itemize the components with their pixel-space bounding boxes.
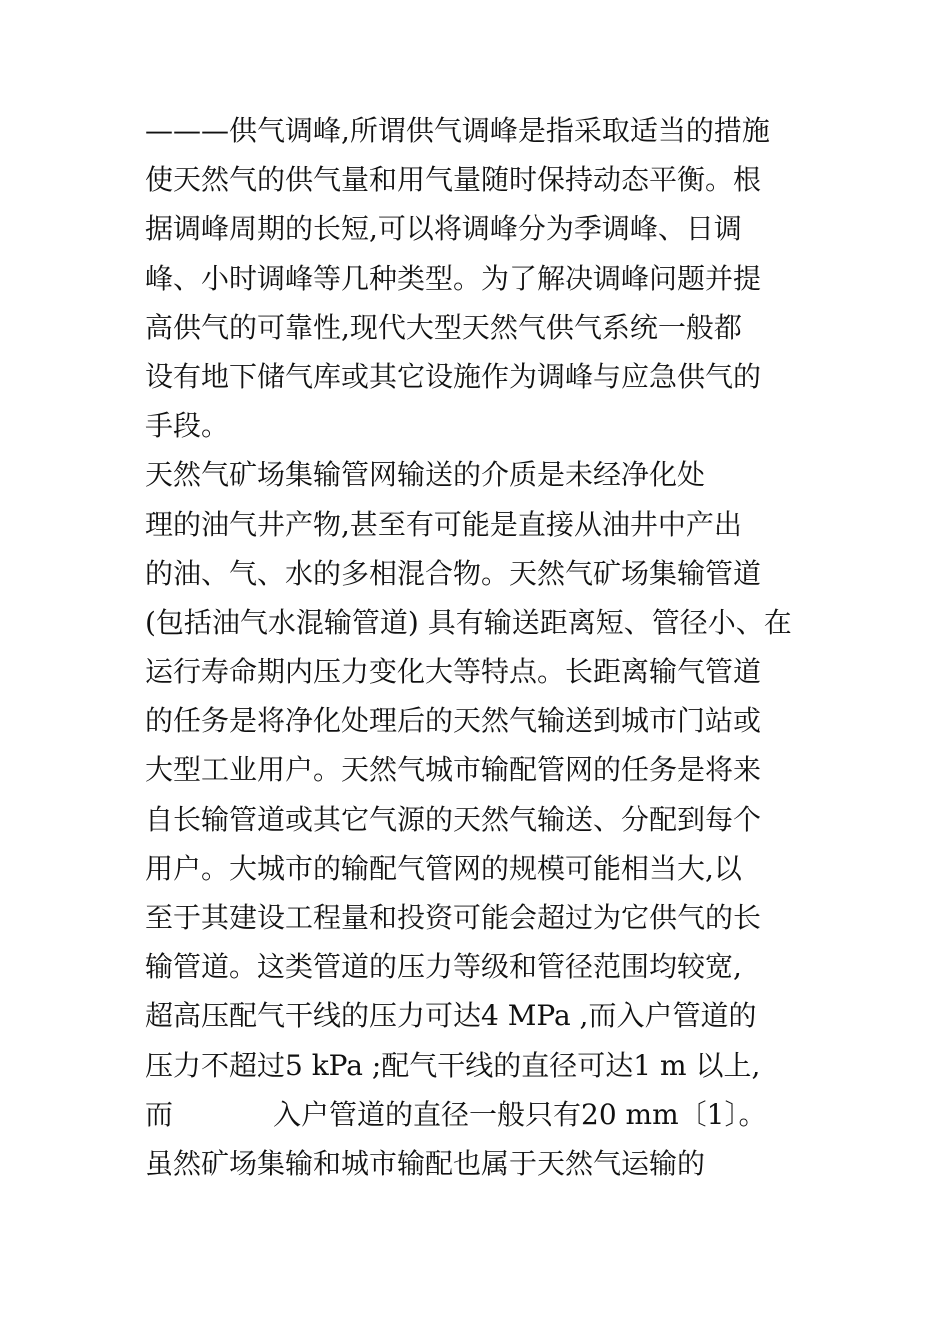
text-line: 手段。 bbox=[145, 409, 230, 443]
text-line: 压力不超过5 kPa ;配气干线的直径可达1 m 以上, bbox=[145, 1048, 761, 1082]
text-line: 峰、小时调峰等几种类型。为了解决调峰问题并提 bbox=[145, 261, 762, 295]
text-line-split bbox=[145, 1090, 845, 1139]
text-line: 高供气的可靠性,现代大型天然气供气系统一般都 bbox=[145, 310, 742, 344]
text-line: 天然气矿场集输管网输送的介质是未经净化处 bbox=[145, 458, 706, 492]
text-line: 输管道。这类管道的压力等级和管径范围均较宽, bbox=[145, 950, 742, 984]
text-line: 用户。大城市的输配气管网的规模可能相当大,以 bbox=[145, 851, 742, 885]
body-text bbox=[145, 106, 845, 1188]
line-start: 而 bbox=[145, 1097, 174, 1131]
text-line: 据调峰周期的长短,可以将调峰分为季调峰、日调 bbox=[145, 212, 742, 246]
text-line: 自长输管道或其它气源的天然气输送、分配到每个 bbox=[145, 802, 762, 836]
text-line: 超高压配气干线的压力可达4 MPa ,而入户管道的 bbox=[145, 999, 757, 1033]
text-line: ———供气调峰,所谓供气调峰是指采取适当的措施 bbox=[145, 114, 770, 147]
text-line: 设有地下储气库或其它设施作为调峰与应急供气的 bbox=[145, 359, 762, 393]
text-line: 的任务是将净化处理后的天然气输送到城市门站或 bbox=[145, 704, 762, 738]
text-line: 至于其建设工程量和投资可能会超过为它供气的长 bbox=[145, 901, 762, 934]
text-line: 运行寿命期内压力变化大等特点。长距离输气管道 bbox=[145, 655, 762, 689]
text-line: 使天然气的供气量和用气量随时保持动态平衡。根 bbox=[145, 163, 762, 197]
text-line: 的油、气、水的多相混合物。天然气矿场集输管道 bbox=[145, 556, 762, 590]
text-line: 虽然矿场集输和城市输配也属于天然气运输的 bbox=[145, 1146, 706, 1180]
line-end: 入户管道的直径一般只有20 mm〔1〕。 bbox=[273, 1097, 767, 1131]
text-line: 理的油气井产物,甚至有可能是直接从油井中产出 bbox=[145, 507, 742, 541]
text-line: (包括油气水混输管道) 具有输送距离短、管径小、在 bbox=[145, 605, 792, 639]
text-line: 大型工业用户。天然气城市输配管网的任务是将来 bbox=[145, 753, 762, 787]
